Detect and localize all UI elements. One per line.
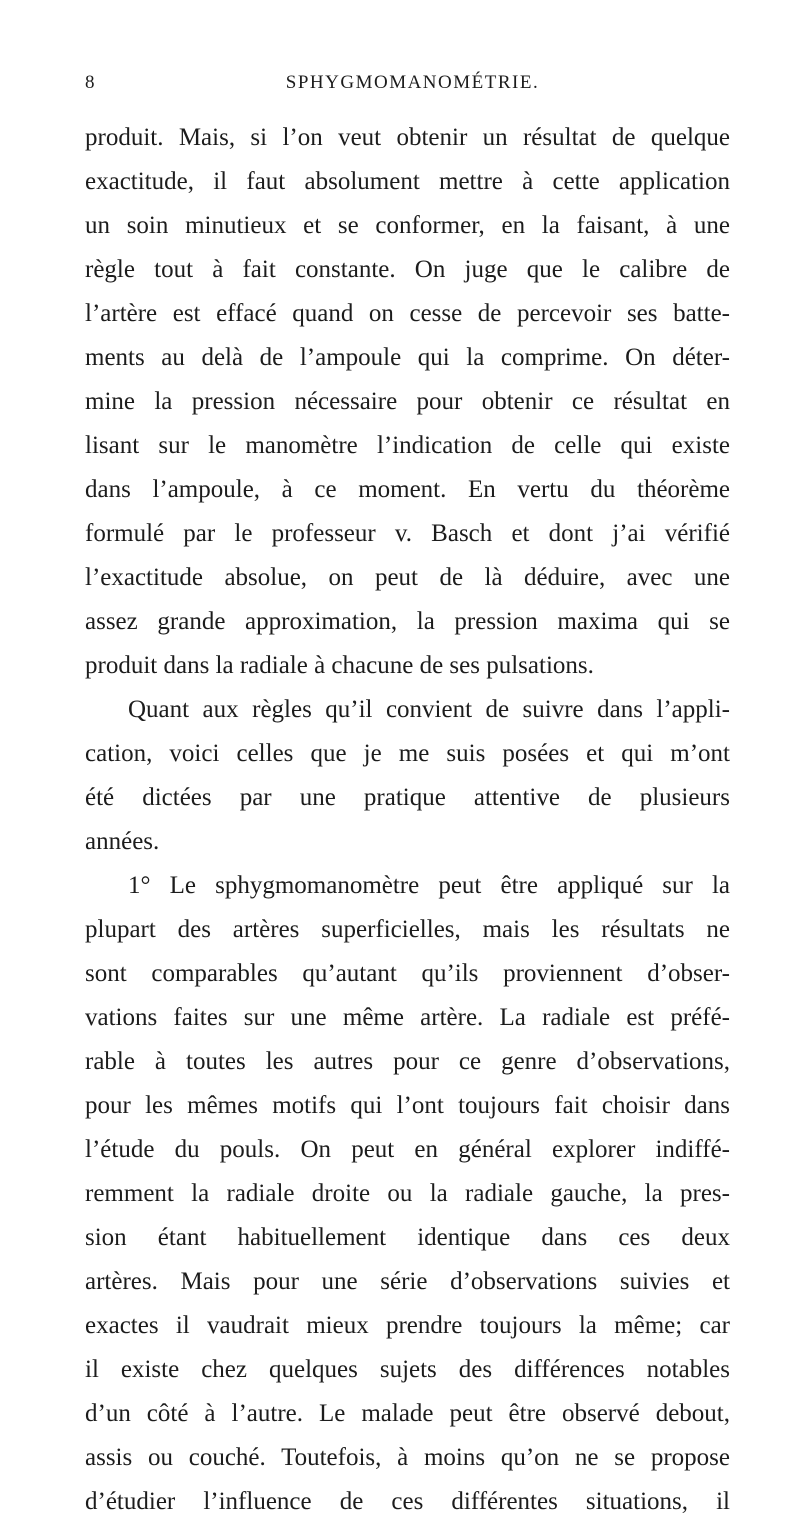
text-line: rable à toutes les autres pour ce genre d’observations, <box>85 1048 730 1075</box>
text-line: ments au delà de l’ampoule qui la comprime. On déter- <box>85 344 730 371</box>
text-line: exactitude, il faut absolument mettre à cette application <box>85 168 730 195</box>
text-line: années. <box>85 828 160 855</box>
text-line: un soin minutieux et se conformer, en la faisant, à une <box>85 212 730 239</box>
text-line: dans l’ampoule, à ce moment. En vertu du théorème <box>85 476 730 503</box>
text-line: Quant aux règles qu’il convient de suivre dans l’appli- <box>128 696 730 723</box>
text-line: l’exactitude absolue, on peut de là déduire, avec une <box>85 564 730 591</box>
text-line: d’un côté à l’autre. Le malade peut être observé debout, <box>85 1400 730 1427</box>
text-line: pour les mêmes motifs qui l’ont toujours fait choisir dans <box>85 1092 730 1119</box>
text-line: mine la pression nécessaire pour obtenir ce résultat en <box>85 388 730 415</box>
text-line: règle tout à fait constante. On juge que le calibre de <box>85 256 730 283</box>
text-line: été dictées par une pratique attentive de plusieurs <box>85 784 730 811</box>
text-line: remment la radiale droite ou la radiale gauche, la pres- <box>85 1180 730 1207</box>
text-line: l’artère est effacé quand on cesse de percevoir ses batte- <box>85 300 730 327</box>
text-line: produit. Mais, si l’on veut obtenir un résultat de quelque <box>85 124 730 151</box>
page-header <box>85 72 730 100</box>
text-line: sont comparables qu’autant qu’ils proviennent d’obser- <box>85 960 730 987</box>
text-line: sion étant habituellement identique dans ces deux <box>85 1224 730 1251</box>
page-number: 8 <box>85 72 95 93</box>
text-line: artères. Mais pour une série d’observations suivies et <box>85 1268 730 1295</box>
text-line: formulé par le professeur v. Basch et dont j’ai vérifié <box>85 520 730 547</box>
text-line: assis ou couché. Toutefois, à moins qu’on ne se propose <box>85 1444 730 1471</box>
body-text <box>85 116 730 1524</box>
text-line: plupart des artères superficielles, mais les résultats ne <box>85 916 730 943</box>
text-line: assez grande approximation, la pression maxima qui se <box>85 608 730 635</box>
text-line: il existe chez quelques sujets des différences notables <box>85 1356 730 1383</box>
text-line: produit dans la radiale à chacune de ses pulsations. <box>85 652 594 679</box>
text-line: 1° Le sphygmomanomètre peut être appliqué sur la <box>128 872 730 899</box>
text-line: exactes il vaudrait mieux prendre toujours la même; car <box>85 1312 730 1339</box>
text-line: vations faites sur une même artère. La radiale est préfé- <box>85 1004 730 1031</box>
text-line: l’étude du pouls. On peut en général explorer indiffé- <box>85 1136 730 1163</box>
text-line: d’étudier l’influence de ces différentes situations, il <box>85 1488 730 1515</box>
text-line: lisant sur le manomètre l’indication de celle qui existe <box>85 432 730 459</box>
text-line: cation, voici celles que je me suis posées et qui m’ont <box>85 740 730 767</box>
running-head: SPHYGMOMANOMÉTRIE. <box>285 72 540 93</box>
